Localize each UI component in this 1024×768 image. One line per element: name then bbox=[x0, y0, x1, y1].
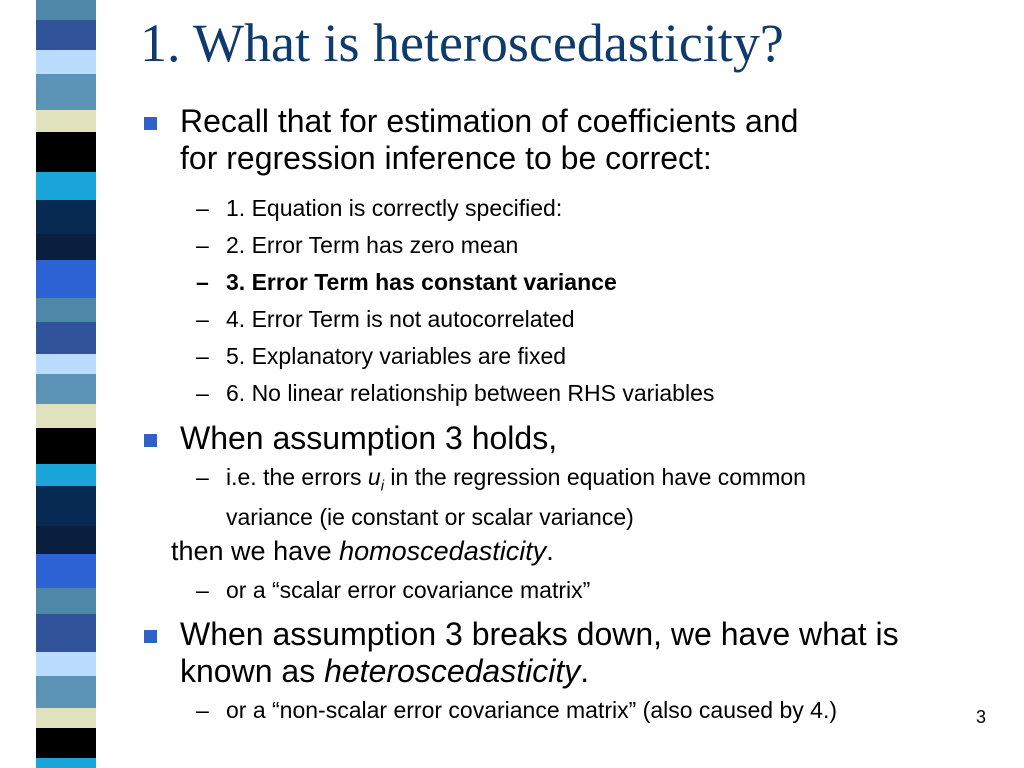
stripe-block bbox=[36, 404, 96, 428]
stripe-block bbox=[36, 728, 96, 758]
stripe-block bbox=[36, 588, 96, 614]
dash-icon: – bbox=[196, 380, 209, 406]
sub-item-not-autocorrelated: – 4. Error Term is not autocorrelated bbox=[226, 304, 986, 335]
stripe-block bbox=[36, 554, 96, 588]
stripe-block bbox=[36, 758, 96, 768]
bullet-assumption-holds: When assumption 3 holds, bbox=[180, 420, 980, 457]
stripe-block bbox=[36, 676, 96, 708]
stripe-block bbox=[36, 172, 96, 200]
stripe-block bbox=[36, 708, 96, 728]
stripe-block bbox=[36, 110, 96, 132]
dash-icon: – bbox=[196, 464, 209, 490]
stripe-block bbox=[36, 0, 96, 20]
square-bullet-icon bbox=[144, 117, 157, 130]
stripe-block bbox=[36, 234, 96, 260]
stripe-block bbox=[36, 486, 96, 526]
sub-item-variables-fixed: – 5. Explanatory variables are fixed bbox=[226, 341, 986, 372]
sub-item-equation-specified: – 1. Equation is correctly specified: bbox=[226, 193, 986, 224]
sub-item-scalar-covariance: – or a “scalar error covariance matrix” bbox=[226, 575, 986, 606]
slide-title: 1. What is heteroscedasticity? bbox=[140, 13, 784, 73]
stripe-block bbox=[36, 322, 96, 354]
sub-item-constant-variance: – 3. Error Term has constant variance bbox=[226, 267, 986, 298]
bullet-assumptions-intro: Recall that for estimation of coefficients and for regression inference to be correct: bbox=[180, 103, 980, 177]
stripe-block bbox=[36, 652, 96, 676]
stripe-block bbox=[36, 200, 96, 234]
decorative-stripe bbox=[36, 0, 96, 768]
square-bullet-icon bbox=[144, 630, 157, 643]
sub-item-zero-mean: – 2. Error Term has zero mean bbox=[226, 230, 986, 261]
dash-icon: – bbox=[196, 269, 209, 295]
dash-icon: – bbox=[196, 306, 209, 332]
stripe-block bbox=[36, 132, 96, 172]
stripe-block bbox=[36, 74, 96, 110]
sub-item-common-variance: – i.e. the errors $u_i$ in the regression equation have common variance (ie constant or scalar variance) bbox=[196, 464, 806, 530]
stripe-block bbox=[36, 354, 96, 374]
stripe-block bbox=[36, 614, 96, 652]
homoscedasticity-statement: then we have homoscedasticity. bbox=[171, 536, 554, 566]
square-bullet-icon bbox=[144, 434, 157, 447]
stripe-block bbox=[36, 298, 96, 322]
dash-icon: – bbox=[196, 195, 209, 221]
dash-icon: – bbox=[196, 343, 209, 369]
stripe-block bbox=[36, 428, 96, 464]
stripe-block bbox=[36, 526, 96, 554]
stripe-block bbox=[36, 464, 96, 486]
dash-icon: – bbox=[196, 577, 209, 603]
page-number: 3 bbox=[976, 707, 987, 727]
stripe-block bbox=[36, 20, 96, 50]
stripe-block bbox=[36, 50, 96, 74]
sub-item-no-linear-relationship: – 6. No linear relationship between RHS variables bbox=[226, 378, 986, 409]
stripe-block bbox=[36, 260, 96, 298]
stripe-block bbox=[36, 374, 96, 404]
dash-icon: – bbox=[196, 232, 209, 258]
sub-item-non-scalar-covariance: – or a “non-scalar error covariance matrix” (also caused by 4.) bbox=[226, 695, 986, 726]
bullet-assumption-breaks: When assumption 3 breaks down, we have what is known as heteroscedasticity. bbox=[180, 616, 980, 690]
dash-icon: – bbox=[196, 697, 209, 723]
